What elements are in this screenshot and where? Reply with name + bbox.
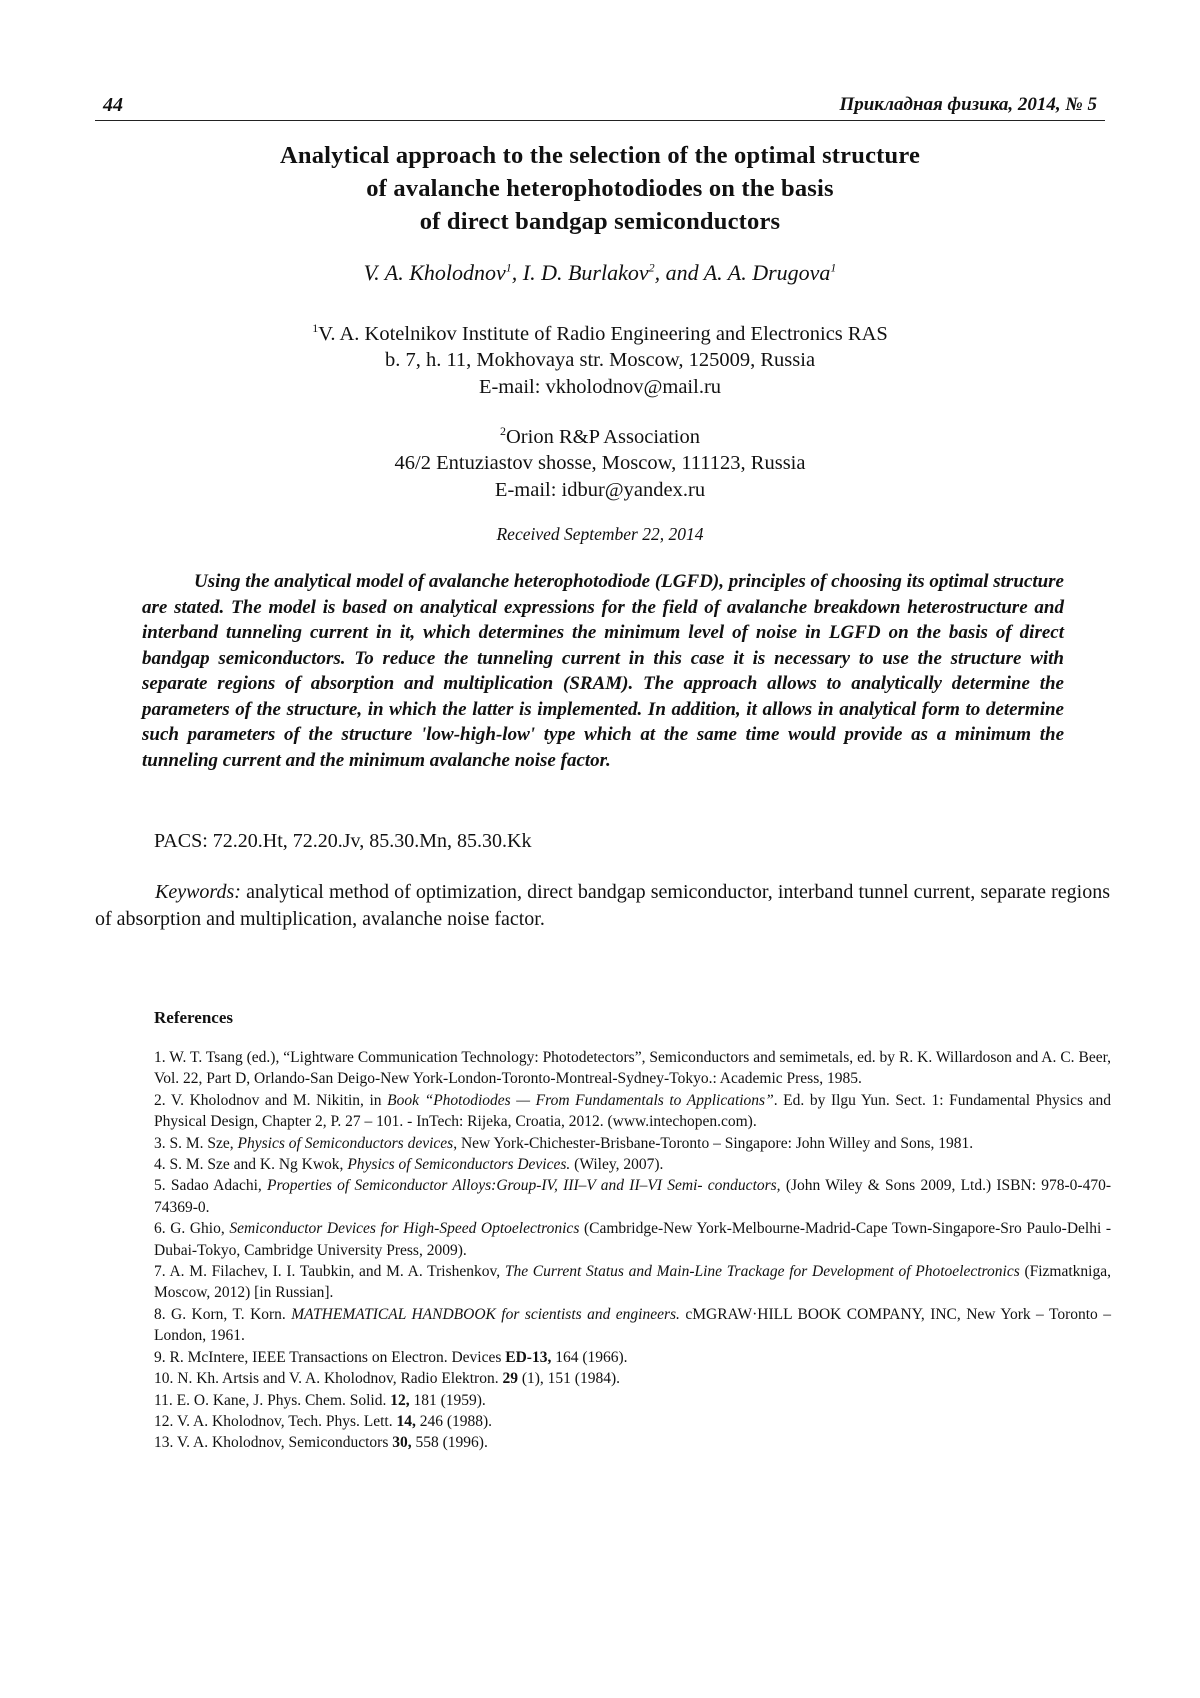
reference-item — [154, 1261, 1111, 1304]
reference-text: 9. R. McIntere, IEEE Transactions on Electron. Devices — [154, 1348, 506, 1366]
keywords-text: analytical method of optimization, direct bandgap semiconductor, interband tunnel current, separate regions of absorption and multiplication, avalanche noise factor. — [95, 881, 1110, 930]
reference-item — [154, 1175, 1111, 1218]
reference-text: 10. N. Kh. Artsis and V. A. Kholodnov, Radio Elektron. — [154, 1370, 503, 1388]
keywords — [95, 879, 1110, 933]
reference-text: 2. V. Kholodnov and M. Nikitin, in — [154, 1091, 388, 1109]
reference-text: (1), 151 (1984). — [517, 1370, 620, 1388]
reference-volume: 29 — [502, 1370, 518, 1388]
reference-text: 558 (1996). — [411, 1434, 488, 1452]
author-3: , and A. A. Drugova — [654, 260, 831, 285]
reference-text: (Cambridge-New York-Melbourne-Madrid-Cape Town-Singapore-Sro Paulo-Delhi - Dubai-Tokyo, Cambridge University Press, 2009). — [154, 1220, 1111, 1259]
reference-item — [154, 1368, 1111, 1389]
reference-text: 7. A. M. Filachev, I. I. Taubkin, and M. A. Trishenkov, — [154, 1263, 505, 1281]
affiliation-1-mark: 1 — [312, 321, 319, 335]
reference-item — [154, 1154, 1111, 1175]
references-heading: References — [154, 1008, 233, 1027]
paper-title — [0, 139, 1200, 238]
reference-title: Physics of Semiconductors devices — [237, 1134, 454, 1152]
author-1-affiliation-mark: 1 — [505, 260, 512, 275]
reference-volume: ED-13, — [505, 1348, 552, 1366]
title-line-2: of avalanche heterophotodiodes on the basis — [366, 175, 834, 202]
reference-volume: 14, — [396, 1412, 416, 1430]
reference-text: 5. Sadao Adachi, — [154, 1177, 268, 1195]
reference-text: 3. S. M. Sze, — [154, 1134, 238, 1152]
journal-reference: Прикладная физика, 2014, № 5 — [839, 94, 1097, 115]
affiliation-2-mark: 2 — [500, 424, 506, 438]
reference-title: The Current Status and Main-Line Trackage for Development of Photoelectronics — [504, 1263, 1020, 1281]
reference-text: (Fizmatkniga, Moscow, 2012) [in Russian]. — [154, 1263, 1111, 1302]
reference-text: cMGRAW·HILL BOOK COMPANY, INC, New York – Toronto – London, 1961. — [154, 1305, 1111, 1345]
author-list — [0, 260, 1200, 286]
reference-title: Properties of Semiconductor Alloys:Group-IV, III–V and II–VI Semi- conductors, — [267, 1177, 781, 1195]
pacs-codes: PACS: 72.20.Ht, 72.20.Jv, 85.30.Mn, 85.30.Kk — [154, 830, 532, 852]
affiliation-2-email: E-mail: idbur@yandex.ru — [494, 478, 706, 501]
affiliation-1-email: E-mail: vkholodnov@mail.ru — [478, 375, 722, 398]
affiliation-2-address: 46/2 Entuziastov shosse, Moscow, 111123, Russia — [394, 452, 806, 475]
reference-text: 8. G. Korn, T. Korn. — [154, 1305, 292, 1323]
running-header — [95, 92, 1105, 121]
title-line-1: Analytical approach to the selection of the optimal structure — [279, 142, 921, 169]
reference-text: 4. S. M. Sze and K. Ng Kwok, — [154, 1156, 348, 1174]
reference-volume: 12, — [390, 1391, 410, 1409]
affiliation-1 — [0, 315, 1200, 400]
affiliation-2-institute — [0, 418, 1200, 450]
title-line-3: of direct bandgap semiconductors — [419, 208, 781, 235]
affiliation-2-name: Orion R&P Association — [506, 425, 700, 448]
reference-list — [154, 1047, 1111, 1454]
reference-title: Physics of Semiconductors Devices. — [347, 1156, 571, 1174]
reference-item — [154, 1218, 1111, 1261]
reference-item — [154, 1347, 1111, 1368]
reference-item — [154, 1432, 1111, 1453]
reference-text: . Ed. by Ilgu Yun. Sect. 1: Fundamental Physics and Physical Design, Chapter 2, P. 27 – 101. - InTech: Rijeka, Croatia, 2012. (www.intechopen.com). — [154, 1091, 1111, 1131]
reference-text: 11. E. O. Kane, J. Phys. Chem. Solid. — [154, 1391, 391, 1409]
reference-item — [154, 1411, 1111, 1432]
received-date: Received September 22, 2014 — [496, 524, 704, 544]
reference-text: , New York-Chichester-Brisbane-Toronto – Singapore: John Willey and Sons, 1981. — [453, 1134, 974, 1152]
reference-item — [154, 1090, 1111, 1133]
affiliation-1-address: b. 7, h. 11, Mokhovaya str. Moscow, 125009, Russia — [384, 349, 816, 372]
reference-text: 164 (1966). — [551, 1348, 628, 1366]
reference-text: (Wiley, 2007). — [570, 1156, 664, 1174]
reference-volume: 30, — [392, 1434, 412, 1452]
affiliation-1-institute — [0, 315, 1200, 347]
reference-text: 181 (1959). — [409, 1391, 486, 1409]
reference-item — [154, 1390, 1111, 1411]
affiliation-2 — [0, 418, 1200, 503]
reference-text: 13. V. A. Kholodnov, Semiconductors — [154, 1434, 393, 1452]
reference-title: Book “Photodiodes — From Fundamentals to Applications” — [387, 1091, 774, 1109]
page-number: 44 — [103, 94, 123, 116]
keywords-label: Keywords: — [155, 881, 241, 903]
author-2: , I. D. Burlakov — [511, 260, 649, 285]
author-3-affiliation-mark: 1 — [830, 260, 837, 275]
reference-title: Semiconductor Devices for High-Speed Optoelectronics — [229, 1220, 580, 1238]
reference-text: 12. V. A. Kholodnov, Tech. Phys. Lett. — [154, 1412, 397, 1430]
reference-title: MATHEMATICAL HANDBOOK for scientists and engineers. — [291, 1305, 680, 1323]
reference-text: 6. G. Ghio, — [154, 1220, 230, 1238]
abstract: Using the analytical model of avalanche heterophotodiode (LGFD), principles of choosing its optimal structure are stated. The model is based on analytical expressions for the field of avalanche breakdown heterostructure and interband tunneling current in it, which determines the minimum level of noise in LGFD on the basis of direct bandgap semiconductors. To reduce the tunneling current in this case it is necessary to use the structure with separate regions of absorption and multiplication (SRAM). The approach allows to analytically determine the parameters of the structure, in which the latter is implemented. In addition, it allows in analytical form to determine such parameters of the structure 'low-high-low' type which at the same time would provide as a minimum the tunneling current and the minimum avalanche noise factor. — [142, 571, 1064, 771]
reference-text: (John Wiley & Sons 2009, Ltd.) ISBN: 978-0-470-74369-0. — [154, 1177, 1111, 1216]
reference-text: 1. W. T. Tsang (ed.), “Lightware Communication Technology: Photodetectors”, Semiconductors and semimetals, ed. by R. K. Willardoson and A. C. Beer, Vol. 22, Part D, Orlando-San Deigo-New York-London-Toronto-Montreal-Sydney-Tokyo.: Academic Press, 1985. — [154, 1049, 1111, 1088]
reference-item — [154, 1133, 1111, 1154]
author-2-affiliation-mark: 2 — [648, 260, 655, 275]
reference-item — [154, 1304, 1111, 1347]
reference-item — [154, 1047, 1111, 1090]
reference-text: 246 (1988). — [415, 1412, 493, 1430]
affiliation-1-name: V. A. Kotelnikov Institute of Radio Engineering and Electronics RAS — [318, 322, 888, 345]
author-1: V. A. Kholodnov — [363, 260, 506, 285]
